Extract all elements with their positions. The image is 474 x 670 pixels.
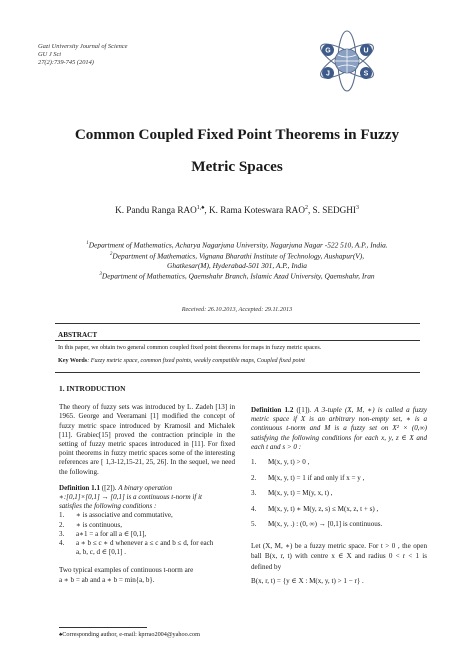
paper-title-line-1: Common Coupled Fixed Point Theorems in Fuzzy [74, 126, 400, 143]
logo-letter-j: J [326, 70, 330, 78]
paper-title-line-2: Metric Spaces [191, 158, 283, 175]
journal-issue: 27(2):739-745 (2014) [38, 59, 94, 66]
journal-logo [312, 26, 382, 96]
footnote: ♠Corresponding author, e-mail: kprrao2004@yahoo.com [59, 631, 200, 638]
fuzzy-metric-condition: 2. M(x, y, t) = 1 if and only if x = y , [251, 473, 365, 482]
definition-1-1-label: Definition 1.1 [59, 483, 100, 492]
affiliation-1: Department of Mathematics, Acharya Nagarjuna University, Nagarjuna Nagar -522 510, A.P., India. [88, 240, 388, 250]
right-column [251, 406, 427, 586]
affiliations: $^1$Department of Mathematics, Acharya Nagarjuna University, Nagarjuna Nagar -522 510, A.P., India. $^2$Department of Mathematics, Vignana Bharathi Institute of Technology, Aushapur(V), Ghatkesar(M), Hyderabad-501 301, A.P., India $^3$Department of Mathematics, Qaemshahr Branch, Islamic Azad University, Qaemshahr, Iran [0, 239, 474, 281]
keywords [58, 358, 418, 364]
tnorm-condition: 3. a∗1 = a for all a ∈ [0,1], [59, 529, 147, 538]
author-list [0, 205, 474, 215]
logo-letter-u: U [363, 47, 369, 55]
open-ball-formula: B(x, r, t) = {y ∈ X : M(x, y, t) > 1 − r} . [251, 577, 364, 586]
tnorm-examples-formula: a ∗ b = ab and a ∗ b = min{a, b}. [59, 575, 155, 584]
tnorm-condition: 4. a ∗ b ≤ c ∗ d whenever a ≤ c and b ≤ d, for each [59, 539, 214, 548]
definition-1-1 [59, 484, 235, 493]
definition-1-1-line2: ∗:[0,1]×[0,1] → [0,1] is a continuous t-norm if it [59, 493, 203, 502]
fuzzy-metric-condition: 5. M(x, y, .) : (0, ∞) → [0,1] is continuous. [251, 520, 383, 529]
definition-1-1-line3: satisfies the following conditions : [59, 502, 157, 511]
tnorm-condition: 2. ∗ is continuous, [59, 520, 123, 529]
affiliation-3: Department of Mathematics, Qaemshahr Branch, Islamic Azad University, Qaemshahr, Iran [101, 271, 375, 281]
abstract-text: In this paper, we obtain two general common coupled fixed point theorems for maps in fuzzy metric spaces. [58, 345, 322, 351]
journal-name: Gazi University Journal of Science [38, 43, 128, 50]
author-2-sup: 2 [304, 205, 308, 211]
footnote-rule [59, 627, 147, 628]
open-ball-paragraph: Let (X, M, ∗) be a fuzzy metric space. For t > 0 , the open ball B(x, r, t) with centre x ∈ X and radius 0 < r < 1 is defined by [251, 541, 427, 571]
received-dates: Received: 26.10.2013, Accepted: 29.11.2013 [181, 306, 293, 313]
definition-1-2 [251, 406, 427, 452]
definition-1-2-text: . A 3-tuple (X, M, ∗) is called a fuzzy metric space if X is an arbitrary non-empty set, ∗ is a continuous t-norm and M is a fuzzy set on X² × (0,∞) satisfying the following conditions for each x, y, z ∈ X and each t and s > 0 : [251, 406, 427, 451]
fuzzy-metric-condition: 3. M(x, y, t) = M(y, x, t) , [251, 489, 333, 498]
tnorm-condition-cont: a, b, c, d ∈ [0,1] . [76, 548, 126, 557]
abstract-heading-rule [55, 340, 420, 341]
fuzzy-metric-condition: 1. M(x, y, t) > 0 , [251, 458, 310, 467]
author-1: K. Pandu Ranga RAO [115, 205, 197, 216]
tnorm-examples: Two typical examples of continuous t-norm are [59, 566, 194, 575]
author-2: , K. Rama Koteswara RAO [204, 205, 305, 216]
keywords-list: : Fuzzy metric space, common fixed points, weakly compatible maps, Coupled fixed point [87, 358, 305, 364]
intro-paragraph: The theory of fuzzy sets was introduced by L. Zadeh [13] in 1965. George and Veeramani [1] modified the concept of fuzzy metric space introduced by Kramosil and Michalek [11]. Grabiec[15] proved the contraction principle in the setting of fuzzy metric spaces introduced in [11]. For fixed point theorems in fuzzy metric spaces some of the interesting references are [ 1,3-12,15-21, 25, 26]. In the sequel, we need the following. [59, 403, 235, 476]
definition-1-2-label: Definition 1.2 [251, 406, 294, 414]
logo-letter-g: G [325, 47, 331, 55]
author-1-sup: 1,♠ [196, 205, 205, 211]
definition-1-1-cite: ([2]) [101, 483, 115, 492]
fuzzy-metric-condition: 4. M(x, y, t) ∗ M(y, z, s) ≤ M(x, z, t + s) , [251, 504, 379, 513]
tnorm-condition: 1. ∗ is associative and commutative, [59, 511, 173, 520]
section-heading-introduction: 1. INTRODUCTION [59, 384, 126, 393]
logo-letter-s: S [363, 70, 369, 78]
abstract-bottom-rule [55, 372, 420, 373]
journal-header [38, 43, 127, 67]
left-column [59, 384, 235, 585]
author-3-sup: 3 [355, 205, 359, 211]
definition-1-1-text: . A binary operation [114, 483, 173, 492]
definition-1-2-cite: ([1]) [296, 406, 310, 414]
affiliation-2: Department of Mathematics, Vignana Bharathi Institute of Technology, Aushapur(V), [112, 251, 365, 261]
affiliation-2-cont: Ghatkesar(M), Hyderabad-501 301, A.P., India [167, 260, 307, 270]
abstract-top-rule [55, 323, 420, 324]
abstract-heading: ABSTRACT [58, 331, 98, 339]
keywords-label: Key Words [58, 358, 88, 364]
author-3: , S. SEDGHI [307, 205, 356, 216]
journal-abbrev: GU J Sci [38, 51, 62, 58]
